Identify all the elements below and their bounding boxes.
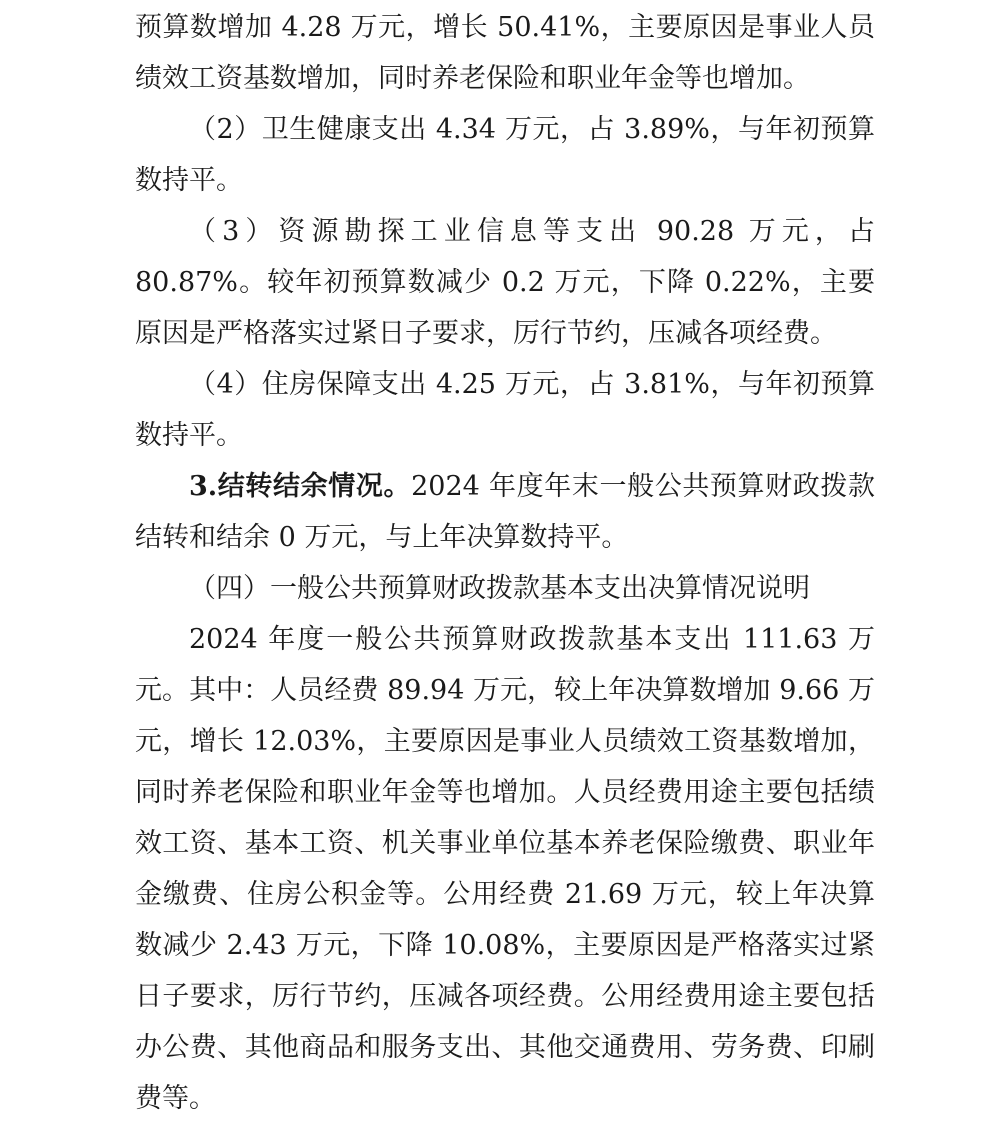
paragraph-housing-expenditure: （4）住房保障支出 4.25 万元，占 3.81%，与年初预算数持平。 <box>135 369 875 451</box>
section-heading-basic-expenditure: （四）一般公共预算财政拨款基本支出决算情况说明 <box>189 573 810 604</box>
paragraph-resource-expenditure: （3）资源勘探工业信息等支出 90.28 万元，占 80.87%。较年初预算数减少 0.2 万元，下降 0.22%，主要原因是严格落实过紧日子要求，厉行节约，压减各项经费。 <box>135 216 875 349</box>
paragraph-basic-expenditure: 2024 年度一般公共预算财政拨款基本支出 111.63 万元。其中：人员经费 89.94 万元，较上年决算数增加 9.66 万元，增长 12.03%，主要原因是事业人员绩效工资基数增加，同时养老保险和职业年金等也增加。人员经费用途主要包括绩效工资、基本工资、机关事业单位基本养老保险缴费、职业年金缴费、住房公积金等。公用经费 21.69 万元，较上年决算数减少 2.43 万元，下降 10.08%，主要原因是严格落实过紧日子要求，厉行节约，压减各项经费。公用经费用途主要包括办公费、其他商品和服务支出、其他交通费用、劳务费、印刷费等。 <box>135 624 875 1114</box>
carryover-text: 2024 年度年末一般公共预算财政拨款结转和结余 0 万元，与上年决算数持平。 <box>135 471 876 553</box>
paragraph-carryover <box>135 461 875 563</box>
paragraph-budget-increase: 预算数增加 4.28 万元，增长 50.41%，主要原因是事业人员绩效工资基数增加，同时养老保险和职业年金等也增加。 <box>135 12 875 94</box>
document-body <box>135 2 875 1124</box>
carryover-lead-heading: 3.结转结余情况。 <box>189 471 412 502</box>
paragraph-health-expenditure: （2）卫生健康支出 4.34 万元，占 3.89%，与年初预算数持平。 <box>135 114 875 196</box>
